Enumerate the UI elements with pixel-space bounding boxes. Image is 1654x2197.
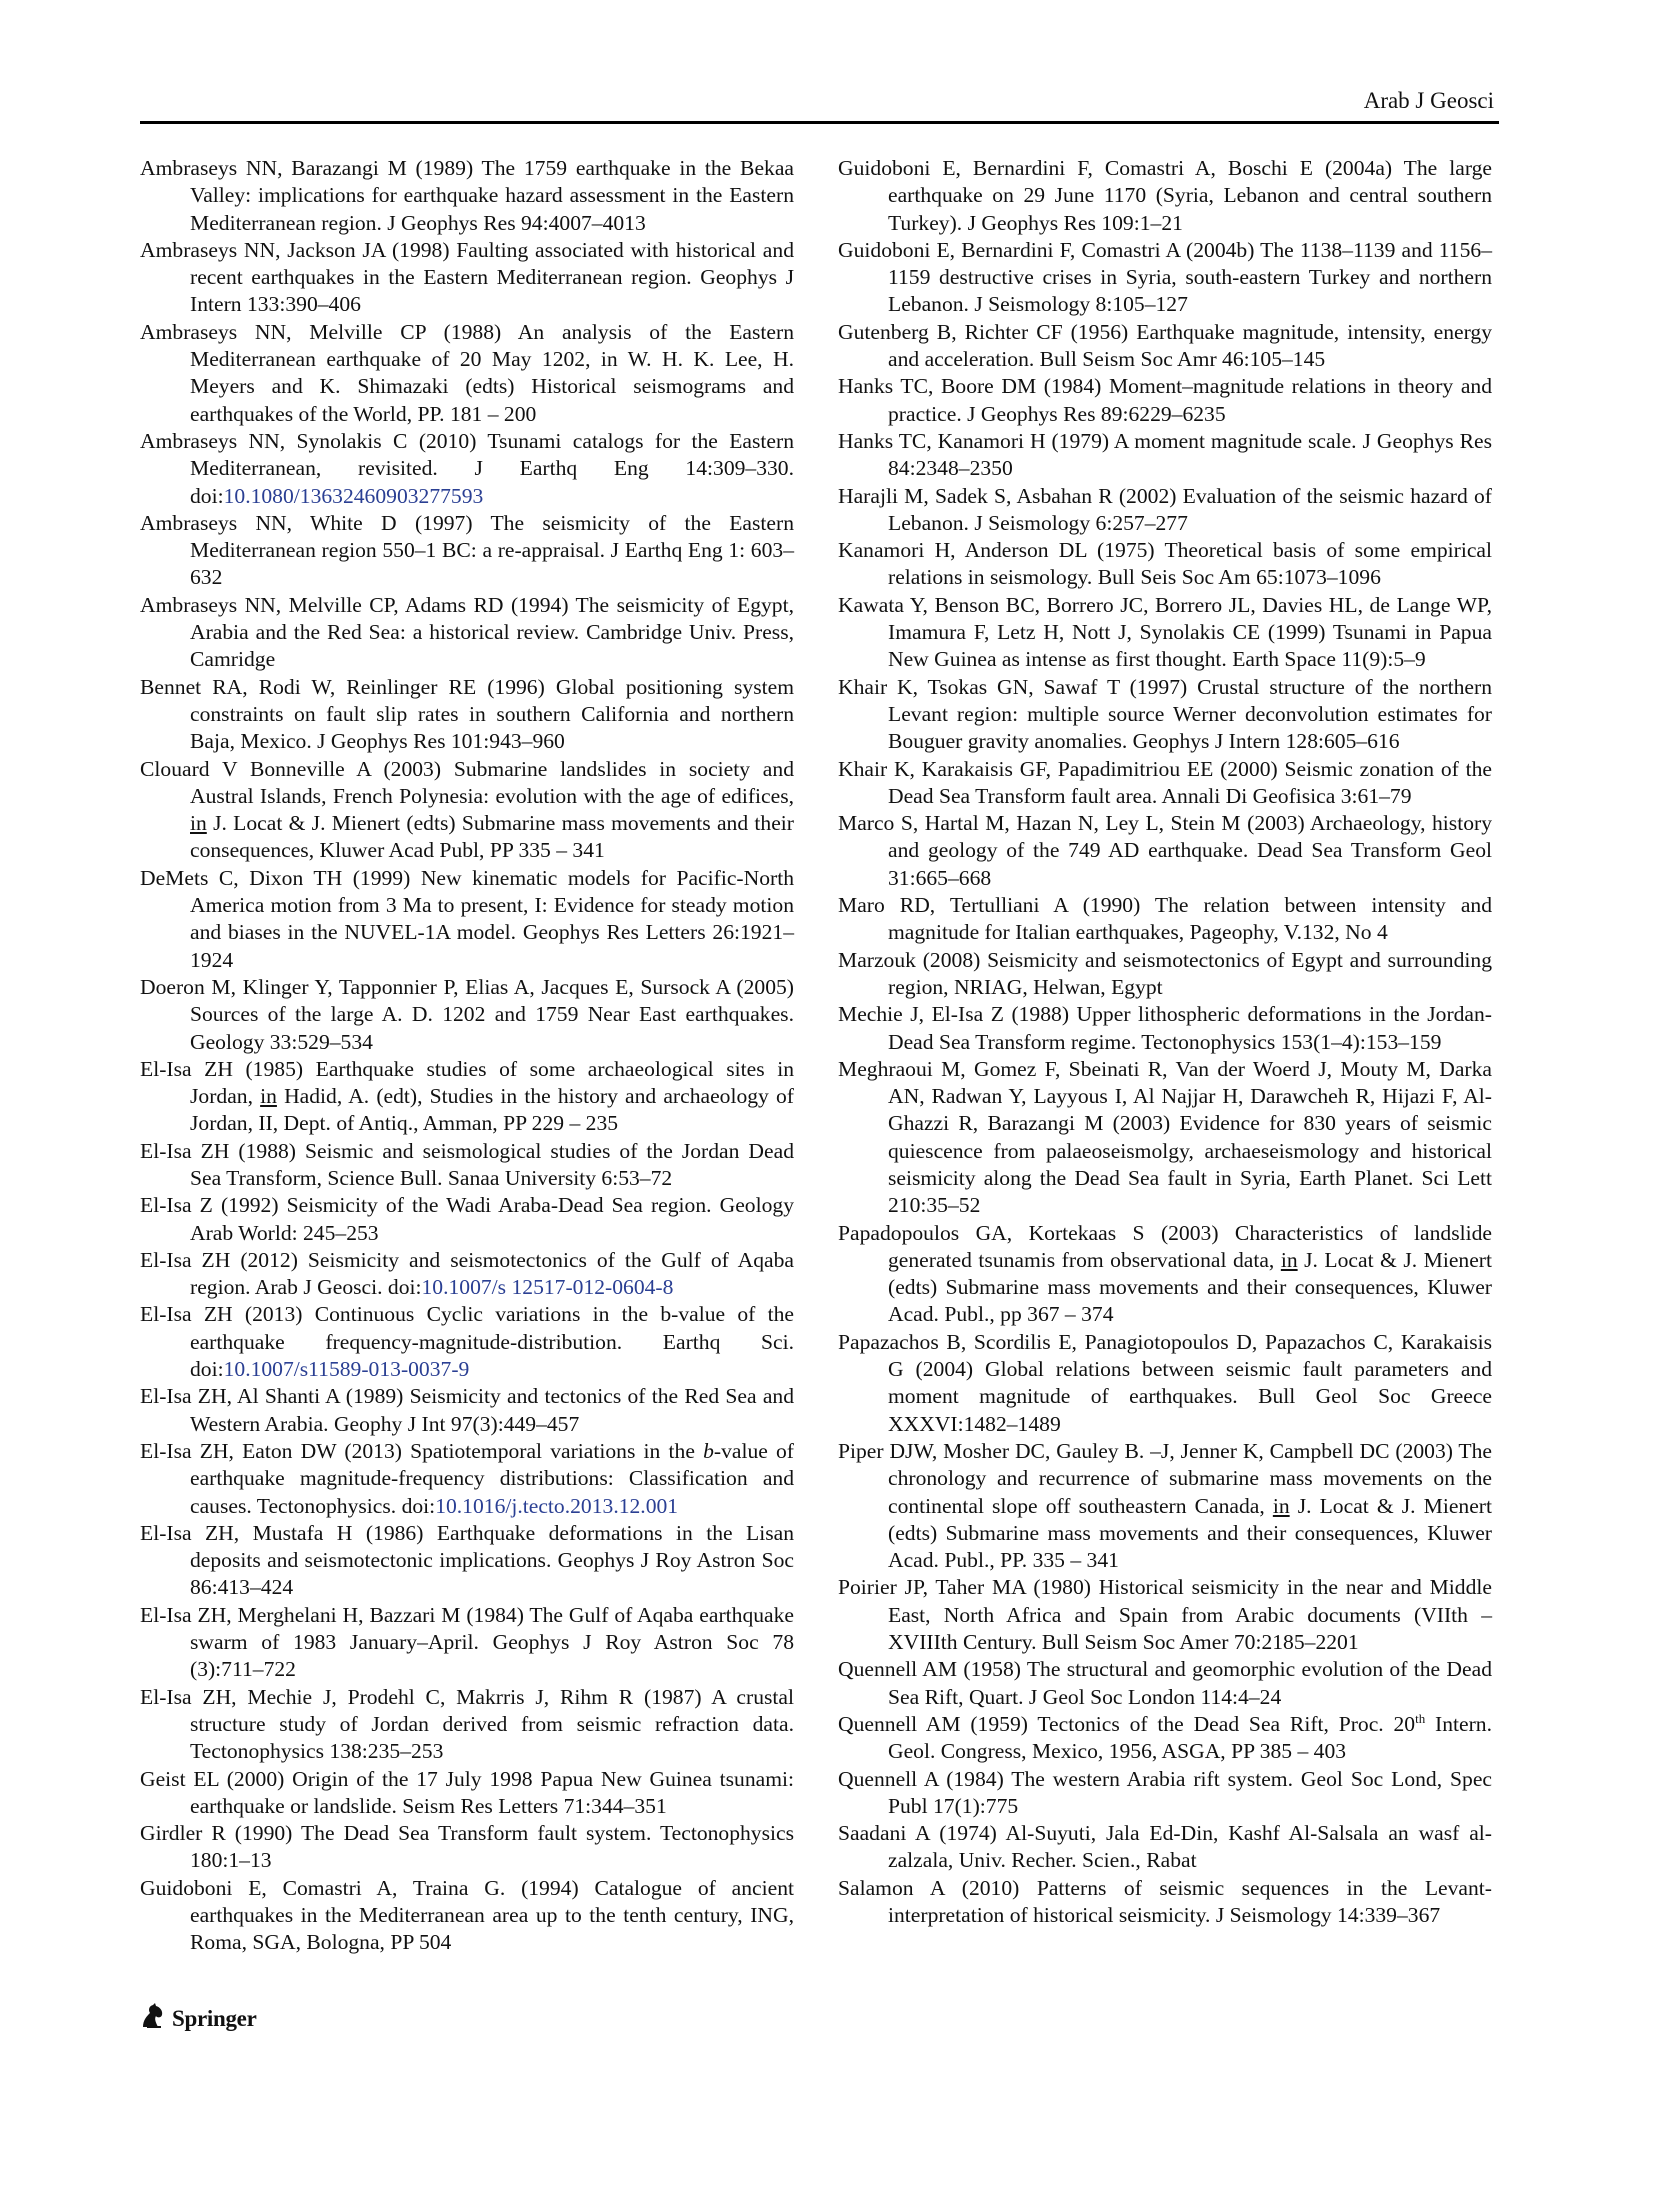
reference-item: Clouard V Bonneville A (2003) Submarine landslides in society and Austral Islands, French Polynesia: evolution with the age of edifices, in J. Locat & J. Mienert (edts) Submarine mass movements and their consequences, Kluwer Acad Publ, PP 335 – 341	[140, 756, 794, 863]
reference-item: El-Isa ZH (2012) Seismicity and seismotectonics of the Gulf of Aqaba region. Arab J Geosci. doi:10.1007/s 12517-012-0604-8	[140, 1247, 794, 1300]
reference-item: Kawata Y, Benson BC, Borrero JC, Borrero JL, Davies HL, de Lange WP, Imamura F, Letz H, Nott J, Synolakis CE (1999) Tsunami in Papua New Guinea as intense as first thought. Earth Space 11(9):5–9	[838, 592, 1492, 672]
reference-item: Maro RD, Tertulliani A (1990) The relation between intensity and magnitude for Italian earthquakes, Pageophy, V.132, No 4	[838, 893, 1492, 945]
reference-item: El-Isa ZH (2013) Continuous Cyclic variations in the b-value of the earthquake frequency-magnitude-distribution. Earthq Sci. doi:10.1007/s11589-013-0037-9	[140, 1302, 794, 1382]
doi-link[interactable]: 10.1080/13632460903277593	[223, 483, 484, 508]
publisher-name: Springer	[172, 2005, 257, 2031]
reference-item: Ambraseys NN, Melville CP (1988) An analysis of the Eastern Mediterranean earthquake of 20 May 1202, in W. H. K. Lee, H. Meyers and K. Shimazaki (edts) Historical seismograms and earthquakes of the World, PP. 181 – 200	[140, 319, 794, 426]
reference-item: Ambraseys NN, Jackson JA (1998) Faulting associated with historical and recent earthquakes in the Eastern Mediterranean region. Geophys J Intern 133:390–406	[140, 237, 794, 317]
reference-item: Quennell AM (1959) Tectonics of the Dead Sea Rift, Proc. 20th Intern. Geol. Congress, Mexico, 1956, ASGA, PP 385 – 403	[838, 1710, 1492, 1764]
reference-item: El-Isa ZH (1988) Seismic and seismological studies of the Jordan Dead Sea Transform, Science Bull. Sanaa University 6:53–72	[140, 1138, 794, 1190]
publisher-footer	[138, 2001, 257, 2036]
reference-item: Quennell AM (1958) The structural and geomorphic evolution of the Dead Sea Rift, Quart. J Geol Soc London 114:4–24	[838, 1657, 1492, 1709]
reference-item: Meghraoui M, Gomez F, Sbeinati R, Van der Woerd J, Mouty M, Darka AN, Radwan Y, Layyous I, Al Najjar H, Darawcheh R, Hijazi F, Al-Ghazzi R, Barazangi M (2003) Evidence for 830 years of seismic quiescence from palaeoseismolgy, archaeseismology and historical seismicity along the Dead Sea fault in Syria, Earth Planet. Sci Lett 210:35–52	[838, 1056, 1492, 1218]
reference-item: El-Isa ZH, Mustafa H (1986) Earthquake deformations in the Lisan deposits and seismotectonic implications. Geophys J Roy Astron Soc 86:413–424	[140, 1520, 794, 1600]
reference-item: Guidoboni E, Bernardini F, Comastri A, Boschi E (2004a) The large earthquake on 29 June 1170 (Syria, Lebanon and central southern Turkey). J Geophys Res 109:1–21	[838, 156, 1492, 235]
reference-item: Hanks TC, Kanamori H (1979) A moment magnitude scale. J Geophys Res 84:2348–2350	[838, 428, 1492, 481]
reference-item: Poirier JP, Taher MA (1980) Historical seismicity in the near and Middle East, North Africa and Spain from Arabic documents (VIIth – XVIIIth Century. Bull Seism Soc Amer 70:2185–2201	[838, 1575, 1492, 1655]
reference-item: El-Isa ZH, Eaton DW (2013) Spatiotemporal variations in the b-value of earthquake magnitude-frequency distributions: Classification and causes. Tectonophysics. doi:10.1016/j.tecto.2013.12.001	[140, 1438, 794, 1518]
reference-item: Geist EL (2000) Origin of the 17 July 1998 Papua New Guinea tsunami: earthquake or landslide. Seism Res Letters 71:344–351	[140, 1766, 794, 1818]
doi-link[interactable]: 10.1007/s 12517-012-0604-8	[421, 1275, 674, 1300]
reference-item: Ambraseys NN, Barazangi M (1989) The 1759 earthquake in the Bekaa Valley: implications for earthquake hazard assessment in the Eastern Mediterranean region. J Geophys Res 94:4007–4013	[140, 156, 794, 235]
references-right-column	[838, 155, 1492, 1929]
journal-name: Arab J Geosci	[1363, 88, 1494, 113]
reference-item: Quennell A (1984) The western Arabia rift system. Geol Soc Lond, Spec Publ 17(1):775	[838, 1766, 1492, 1818]
reference-item: El-Isa ZH, Al Shanti A (1989) Seismicity and tectonics of the Red Sea and Western Arabia. Geophy J Int 97(3):449–457	[140, 1384, 794, 1436]
reference-item: Kanamori H, Anderson DL (1975) Theoretical basis of some empirical relations in seismology. Bull Seis Soc Am 65:1073–1096	[838, 538, 1492, 590]
reference-item: Hanks TC, Boore DM (1984) Moment–magnitude relations in theory and practice. J Geophys Res 89:6229–6235	[838, 374, 1492, 426]
reference-item: Ambraseys NN, Synolakis C (2010) Tsunami catalogs for the Eastern Mediterranean, revisited. J Earthq Eng 14:309–330. doi:10.1080/13632460903277593	[140, 428, 794, 508]
reference-item: DeMets C, Dixon TH (1999) New kinematic models for Pacific-North America motion from 3 Ma to present, I: Evidence for steady motion and biases in the NUVEL-1A model. Geophys Res Letters 26:1921–1924	[140, 865, 794, 972]
reference-item: Gutenberg B, Richter CF (1956) Earthquake magnitude, intensity, energy and acceleration. Bull Seism Soc Amr 46:105–145	[838, 319, 1492, 372]
reference-item: Marco S, Hartal M, Hazan N, Ley L, Stein M (2003) Archaeology, history and geology of the 749 AD earthquake. Dead Sea Transform Geol 31:665–668	[838, 811, 1492, 890]
reference-item: Doeron M, Klinger Y, Tapponnier P, Elias A, Jacques E, Sursock A (2005) Sources of the large A. D. 1202 and 1759 Near East earthquakes. Geology 33:529–534	[140, 974, 794, 1054]
reference-item: Guidoboni E, Bernardini F, Comastri A (2004b) The 1138–1139 and 1156–1159 destructive crises in Syria, south-eastern Turkey and northern Lebanon. J Seismology 8:105–127	[838, 237, 1492, 317]
reference-item: Saadani A (1974) Al-Suyuti, Jala Ed-Din, Kashf Al-Salsala an wasf al-zalzala, Univ. Recher. Scien., Rabat	[838, 1821, 1492, 1873]
reference-item: Girdler R (1990) The Dead Sea Transform fault system. Tectonophysics 180:1–13	[140, 1821, 794, 1873]
reference-item: Khair K, Tsokas GN, Sawaf T (1997) Crustal structure of the northern Levant region: multiple source Werner deconvolution estimates for Bouguer gravity anomalies. Geophys J Intern 128:605–616	[838, 674, 1492, 754]
reference-item: Salamon A (2010) Patterns of seismic sequences in the Levant-interpretation of historical seismicity. J Seismology 14:339–367	[838, 1875, 1492, 1927]
reference-item: Piper DJW, Mosher DC, Gauley B. –J, Jenner K, Campbell DC (2003) The chronology and recurrence of submarine mass movements on the continental slope off southeastern Canada, in J. Locat & J. Mienert (edts) Submarine mass movements and their consequences, Kluwer Acad. Publ., PP. 335 – 341	[838, 1438, 1492, 1573]
reference-item: El-Isa Z (1992) Seismicity of the Wadi Araba-Dead Sea region. Geology Arab World: 245–253	[140, 1193, 794, 1245]
header-rule	[140, 121, 1499, 124]
reference-item: Marzouk (2008) Seismicity and seismotectonics of Egypt and surrounding region, NRIAG, Helwan, Egypt	[838, 947, 1492, 999]
reference-item: Bennet RA, Rodi W, Reinlinger RE (1996) Global positioning system constraints on fault slip rates in southern California and northern Baja, Mexico. J Geophys Res 101:943–960	[140, 674, 794, 754]
references-left-column	[140, 155, 794, 1957]
springer-horse-icon	[138, 2001, 168, 2036]
reference-item: El-Isa ZH, Mechie J, Prodehl C, Makrris J, Rihm R (1987) A crustal structure study of Jordan derived from seismic refraction data. Tectonophysics 138:235–253	[140, 1684, 794, 1764]
reference-item: Mechie J, El-Isa Z (1988) Upper lithospheric deformations in the Jordan-Dead Sea Transform regime. Tectonophysics 153(1–4):153–159	[838, 1002, 1492, 1054]
reference-item: Harajli M, Sadek S, Asbahan R (2002) Evaluation of the seismic hazard of Lebanon. J Seismology 6:257–277	[838, 483, 1492, 535]
reference-item: Khair K, Karakaisis GF, Papadimitriou EE (2000) Seismic zonation of the Dead Sea Transform fault area. Annali Di Geofisica 3:61–79	[838, 756, 1492, 808]
doi-link[interactable]: 10.1016/j.tecto.2013.12.001	[435, 1493, 679, 1518]
reference-item: Papadopoulos GA, Kortekaas S (2003) Characteristics of landslide generated tsunamis from observational data, in J. Locat & J. Mienert (edts) Submarine mass movements and their consequences, Kluwer Acad. Publ., pp 367 – 374	[838, 1220, 1492, 1327]
reference-item: Ambraseys NN, White D (1997) The seismicity of the Eastern Mediterranean region 550–1 BC: a re-appraisal. J Earthq Eng 1: 603–632	[140, 510, 794, 590]
reference-item: Ambraseys NN, Melville CP, Adams RD (1994) The seismicity of Egypt, Arabia and the Red Sea: a historical review. Cambridge Univ. Press, Camridge	[140, 592, 794, 672]
reference-item: Papazachos B, Scordilis E, Panagiotopoulos D, Papazachos C, Karakaisis G (2004) Global relations between seismic fault parameters and moment magnitude of earthquakes. Bull Geol Soc Greece XXXVI:1482–1489	[838, 1329, 1492, 1436]
reference-item: Guidoboni E, Comastri A, Traina G. (1994) Catalogue of ancient earthquakes in the Mediterranean area up to the tenth century, ING, Roma, SGA, Bologna, PP 504	[140, 1875, 794, 1955]
doi-link[interactable]: 10.1007/s11589-013-0037-9	[223, 1357, 470, 1382]
reference-item: El-Isa ZH, Merghelani H, Bazzari M (1984) The Gulf of Aqaba earthquake swarm of 1983 January–April. Geophys J Roy Astron Soc 78 (3):711–722	[140, 1602, 794, 1682]
reference-item: El-Isa ZH (1985) Earthquake studies of some archaeological sites in Jordan, in Hadid, A. (edt), Studies in the history and archaeology of Jordan, II, Dept. of Antiq., Amman, PP 229 – 235	[140, 1056, 794, 1136]
